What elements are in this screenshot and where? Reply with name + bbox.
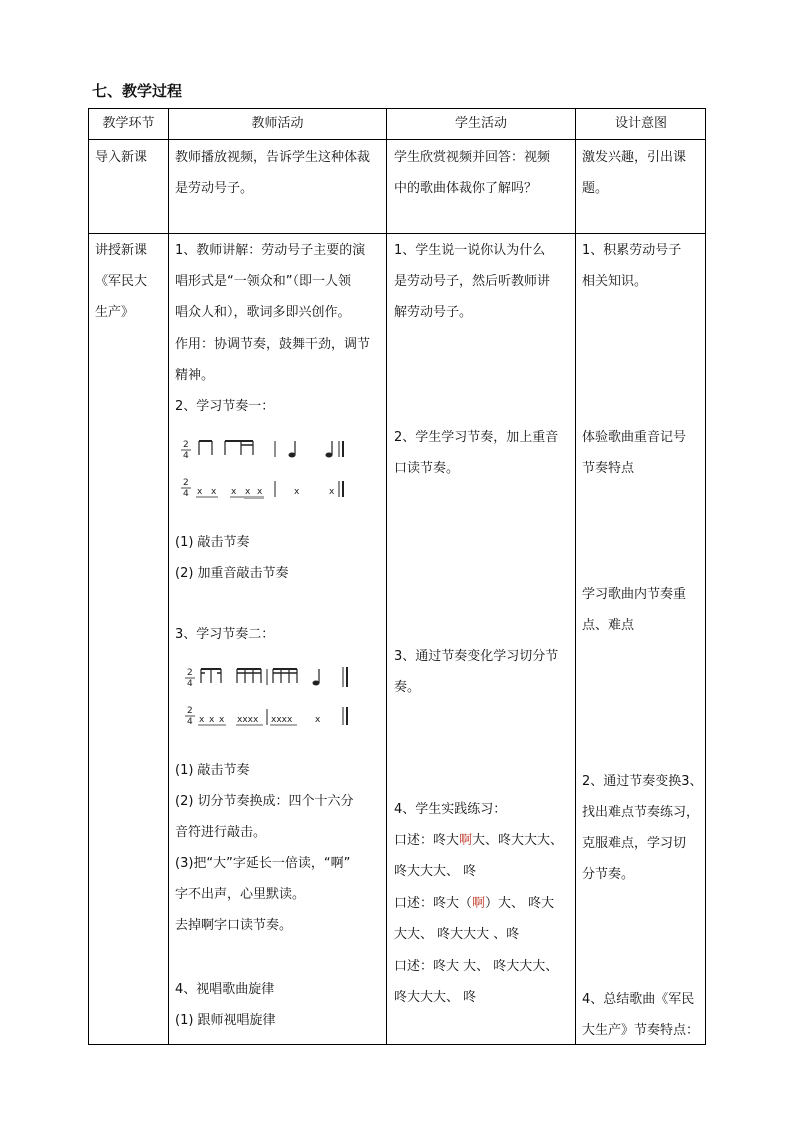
rhythm-x: x [199, 715, 205, 725]
rhythm1-title: 2、学习节奏一： [175, 399, 275, 414]
intent-text-line: 2、通过节奏变换3、 [582, 774, 703, 789]
teacher-text-line: (2) 切分节奏换成：四个十六分 [175, 794, 354, 809]
practice-text: 口述：咚大（ [394, 896, 473, 911]
teacher-intro-line: 教师播放视频，告诉学生这种体裁 [175, 150, 371, 165]
rhythm-x: x [294, 487, 300, 497]
stage-intro: 导入新课 [95, 150, 148, 165]
stage-lesson-line: 《军民大 [95, 274, 148, 289]
student-intro-line: 中的歌曲体裁你了解吗？ [394, 181, 538, 196]
teacher-text-line: (1) 敲击节奏 [175, 763, 250, 778]
student-text-line: 解劳动号子。 [394, 305, 473, 320]
rhythm-xxxx: xxxx [237, 715, 259, 725]
intent-text-line: 分节奏。 [582, 867, 635, 882]
header-teacher: 教师活动 [251, 116, 304, 131]
student-practice-line: 咚大大大、 咚 [394, 864, 477, 879]
rhythm-x: x [329, 487, 335, 497]
student-practice-line [394, 825, 563, 856]
teacher-text-line: 精神。 [175, 368, 215, 383]
student-text-line: 奏。 [394, 680, 421, 695]
student-text-line: 3、通过节奏变化学习切分节 [394, 649, 559, 664]
student-text-line: 口读节奏。 [394, 461, 460, 476]
student-practice-line: 大大、 咚大大大 、咚 [394, 927, 520, 942]
row-divider [89, 233, 705, 234]
student-practice-line [394, 888, 554, 919]
student-practice-title: 4、学生实践练习： [394, 802, 507, 817]
column-divider [168, 109, 169, 1044]
intent-text-line: 大生产》节奏特点： [582, 1023, 700, 1038]
teaching-process-table [88, 108, 706, 1045]
teacher-intro-line: 是劳动号子。 [175, 181, 254, 196]
teacher-text-line: 唱众人和），歌词多即兴创作。 [175, 305, 351, 320]
rhythm-x: x [197, 487, 203, 497]
section-heading: 七、教学过程 [92, 82, 183, 100]
teacher-text-line: (1) 敲击节奏 [175, 535, 250, 550]
student-practice-line: 咚大大大、 咚 [394, 990, 477, 1005]
rhythm-x: x [245, 487, 251, 497]
student-practice-line: 口述：咚大 大、 咚大大大、 [394, 959, 559, 974]
student-intro-line: 学生欣赏视频并回答：视频 [394, 150, 551, 165]
practice-accent-text: 啊 [459, 833, 473, 848]
practice-text: 口述：咚大 [394, 833, 460, 848]
rhythm1-notation [179, 437, 369, 499]
time-signature-top: 2 [183, 478, 189, 488]
stage-lesson-line: 生产》 [95, 305, 135, 320]
rhythm-x: x [209, 715, 215, 725]
teacher-text-line: (2) 加重音敲击节奏 [175, 566, 289, 581]
teacher-text-line: 4、视唱歌曲旋律 [175, 982, 275, 997]
column-divider [575, 109, 576, 1044]
intent-intro-line: 题。 [582, 181, 609, 196]
intent-text-line: 学习歌曲内节奏重 [582, 587, 687, 602]
rhythm-x: x [211, 487, 217, 497]
intent-text-line: 相关知识。 [582, 274, 648, 289]
student-text-line: 2、学生学习节奏，加上重音 [394, 430, 559, 445]
intent-text-line: 点、难点 [582, 618, 635, 633]
intent-text-line: 节奏特点 [582, 461, 635, 476]
intent-text-line: 克服难点，学习切 [582, 836, 687, 851]
teacher-text-line: 1、教师讲解：劳动号子主要的演 [175, 243, 366, 258]
time-signature-bottom: 4 [183, 451, 189, 461]
student-text-line: 1、学生说一说你认为什么 [394, 243, 546, 258]
header-stage: 教学环节 [102, 116, 155, 131]
header-student: 学生活动 [454, 116, 507, 131]
rhythm2-notation [185, 665, 365, 727]
time-signature-top: 2 [187, 706, 193, 716]
rhythm-xxxx: xxxx [271, 715, 293, 725]
time-signature-bottom: 4 [187, 717, 193, 727]
rhythm-x: x [231, 487, 237, 497]
intent-text-line: 1、积累劳动号子 [582, 243, 682, 258]
teacher-text-line: (3)把“大”字延长一倍读，“啊” [175, 856, 351, 871]
rhythm-x: x [257, 487, 263, 497]
teacher-text-line: 唱形式是“一领众和”（即一人领 [175, 274, 351, 289]
rhythm-x: x [315, 715, 321, 725]
teacher-text-line: 作用：协调节奏，鼓舞干劲，调节 [175, 337, 371, 352]
intent-text-line: 找出难点节奏练习， [582, 805, 700, 820]
rhythm-x: x [219, 715, 225, 725]
practice-text: 大、咚大大大、 [472, 833, 564, 848]
rhythm2-title: 3、学习节奏二： [175, 627, 275, 642]
intent-intro-line: 激发兴趣，引出课 [582, 150, 687, 165]
intent-text-line: 体验歌曲重音记号 [582, 430, 687, 445]
row-divider [89, 139, 705, 140]
teacher-text-line: 去掉啊字口读节奏。 [175, 918, 293, 933]
time-signature-top: 2 [187, 668, 193, 678]
practice-text: ）大、 咚大 [485, 896, 555, 911]
stage-lesson-line: 讲授新课 [95, 243, 148, 258]
intent-text-line: 4、总结歌曲《军民 [582, 992, 695, 1007]
practice-accent-text: 啊 [472, 896, 486, 911]
teacher-text-line: (1) 跟师视唱旋律 [175, 1013, 276, 1028]
teacher-text-line: 音符进行敲击。 [175, 825, 267, 840]
header-intent: 设计意图 [614, 116, 667, 131]
student-text-line: 是劳动号子，然后听教师讲 [394, 274, 551, 289]
time-signature-bottom: 4 [183, 489, 189, 499]
teacher-text-line: 字不出声，心里默读。 [175, 887, 306, 902]
time-signature-bottom: 4 [187, 679, 193, 689]
time-signature-top: 2 [183, 440, 189, 450]
column-divider [386, 109, 387, 1044]
